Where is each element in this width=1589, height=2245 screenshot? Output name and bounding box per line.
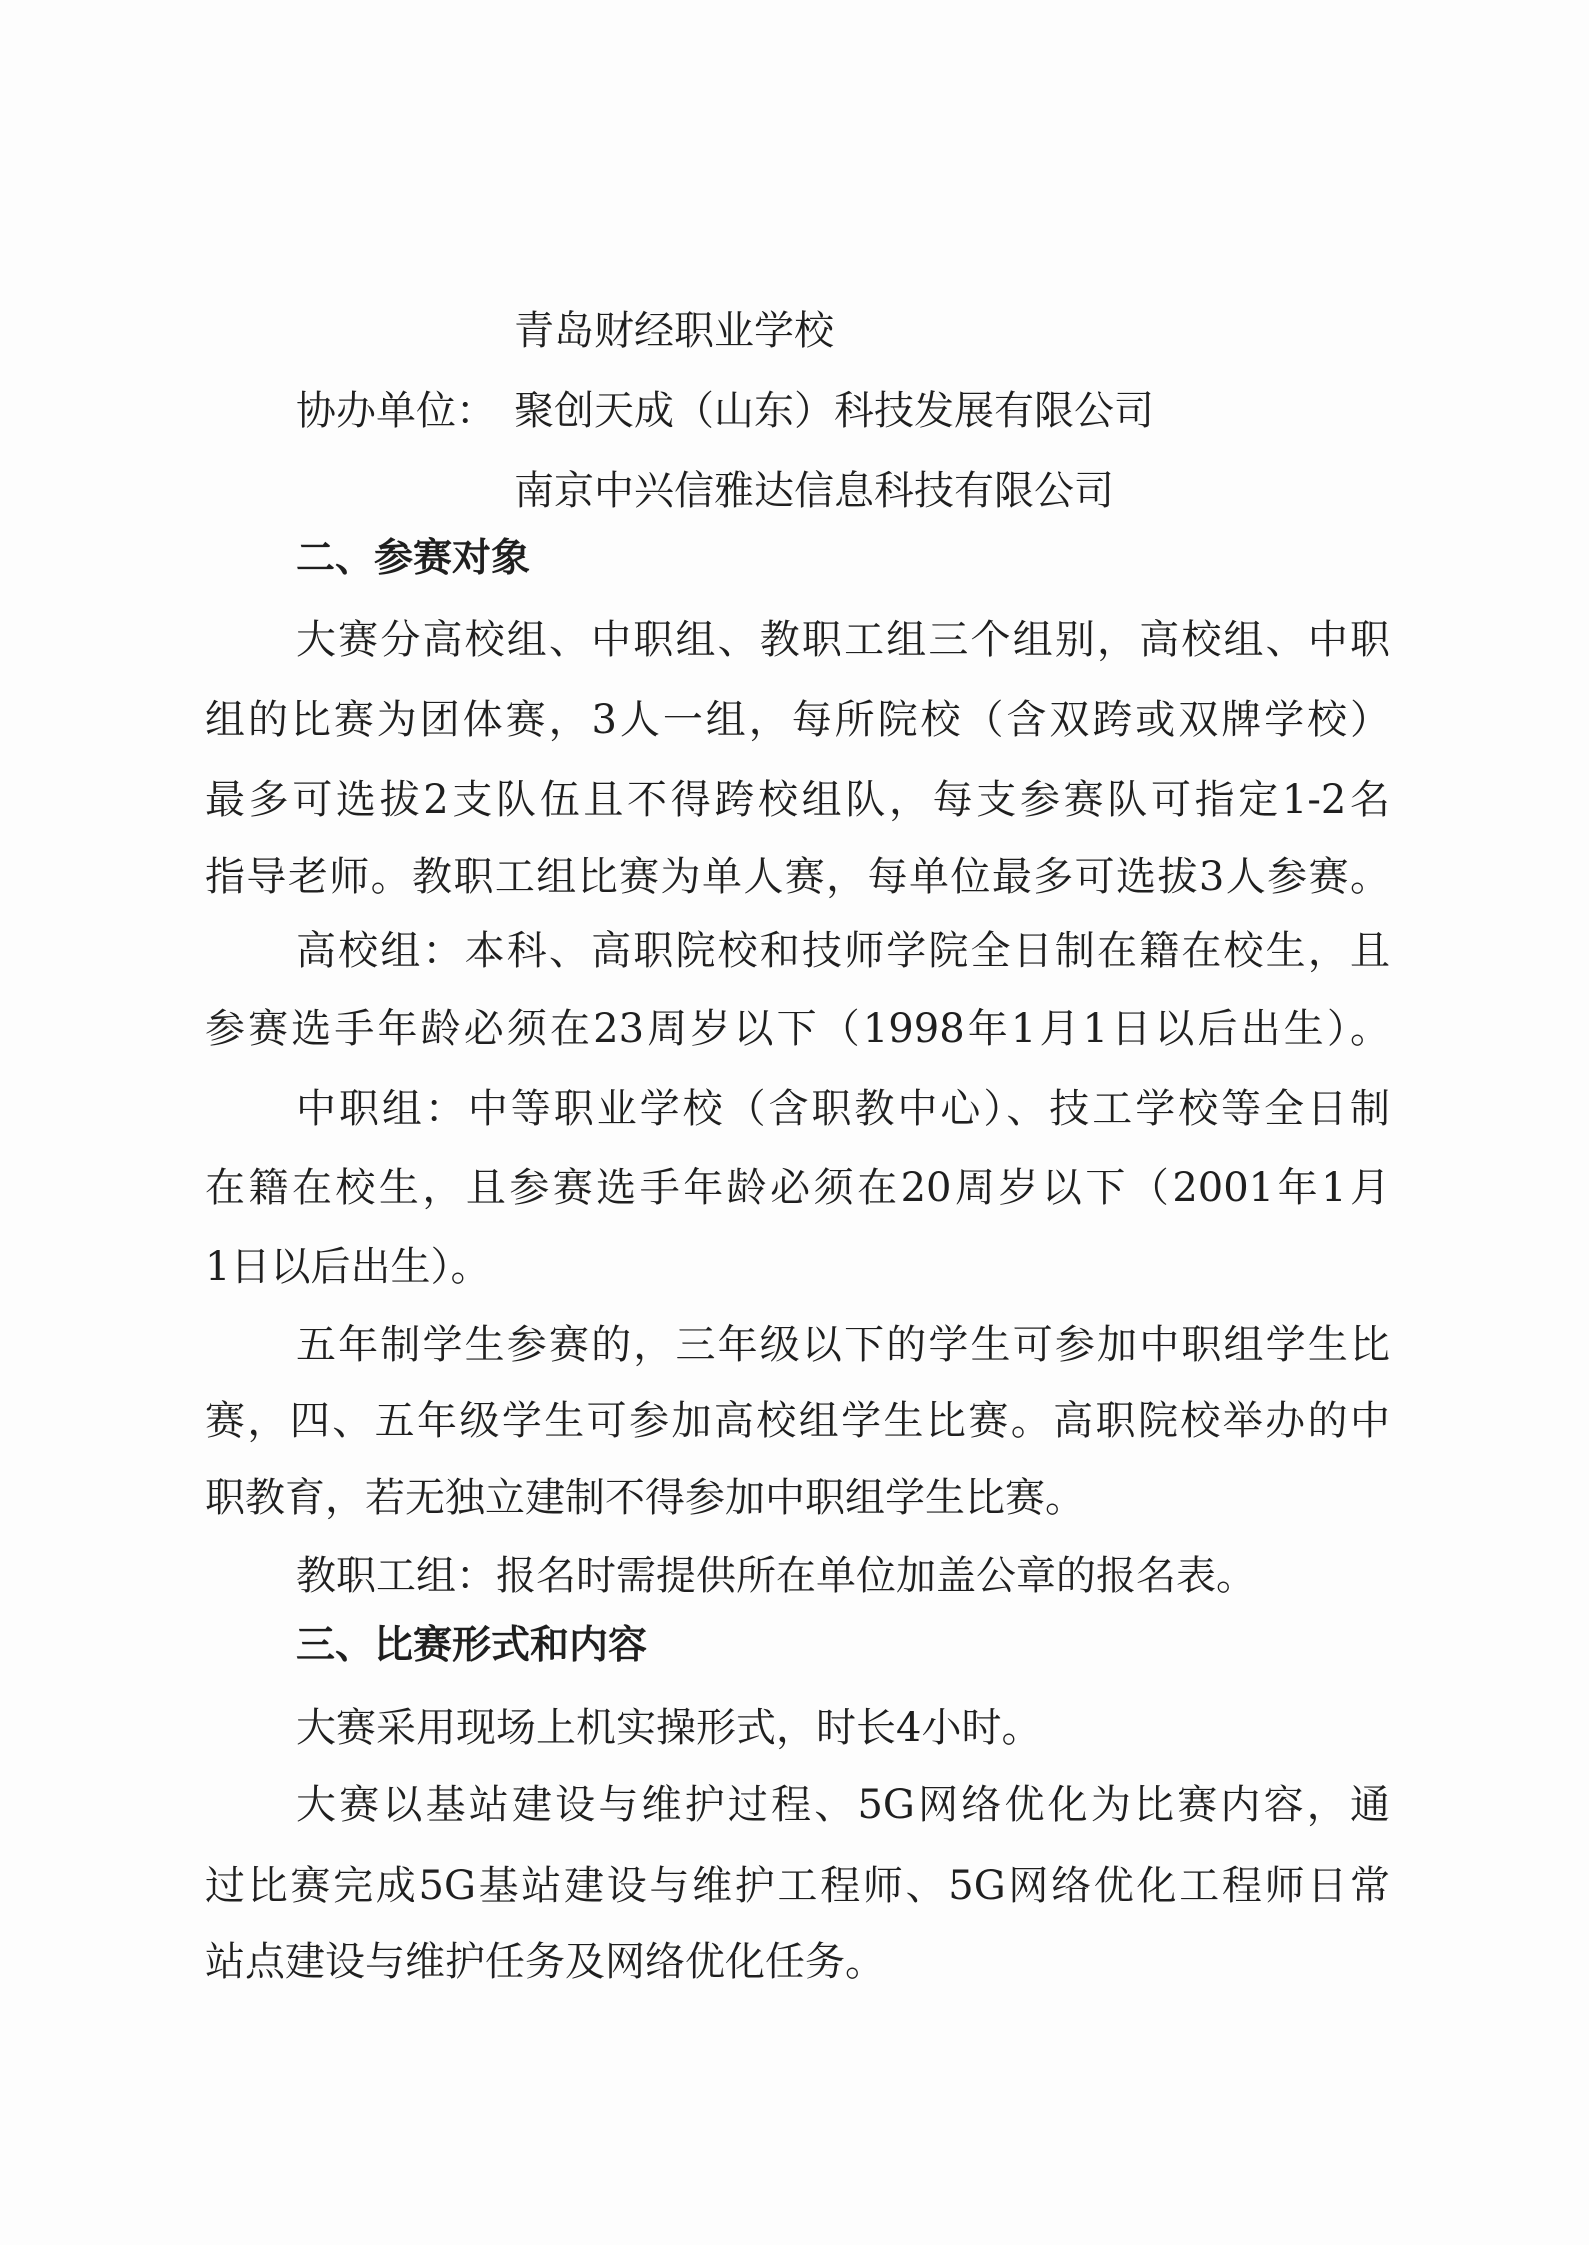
section-heading-participants: 二、参赛对象 [296, 536, 531, 581]
paragraph-line: 指导老师。教职工组比赛为单人赛，每单位最多可选拔3人参赛。 [205, 854, 1390, 900]
paragraph-line: 1日以后出生）。 [205, 1244, 491, 1290]
host-organizer-name: 青岛财经职业学校 [514, 308, 834, 354]
paragraph-line: 教职工组：报名时需提供所在单位加盖公章的报名表。 [296, 1553, 1256, 1599]
paragraph-line: 高校组：本科、高职院校和技师学院全日制在籍在校生，且 [296, 928, 1390, 974]
paragraph-line: 赛，四、五年级学生可参加高校组学生比赛。高职院校举办的中 [205, 1398, 1390, 1444]
paragraph-line: 大赛采用现场上机实操形式，时长4小时。 [296, 1705, 1042, 1751]
co-organizer-name: 聚创天成（山东）科技发展有限公司 [514, 388, 1154, 434]
paragraph-line: 最多可选拔2支队伍且不得跨校组队，每支参赛队可指定1-2名 [205, 777, 1390, 823]
paragraph-line: 中职组：中等职业学校（含职教中心）、技工学校等全日制 [296, 1086, 1390, 1132]
paragraph-line: 大赛分高校组、中职组、教职工组三个组别，高校组、中职 [296, 617, 1390, 663]
paragraph-line: 站点建设与维护任务及网络优化任务。 [205, 1939, 885, 1985]
paragraph-line: 大赛以基站建设与维护过程、5G网络优化为比赛内容，通 [296, 1782, 1390, 1828]
paragraph-line: 组的比赛为团体赛，3人一组，每所院校（含双跨或双牌学校） [205, 697, 1390, 743]
paragraph-line: 参赛选手年龄必须在23周岁以下（1998年1月1日以后出生）。 [205, 1006, 1390, 1052]
paragraph-line: 五年制学生参赛的，三年级以下的学生可参加中职组学生比 [296, 1322, 1390, 1368]
paragraph-line: 过比赛完成5G基站建设与维护工程师、5G网络优化工程师日常 [205, 1863, 1390, 1909]
paragraph-line: 职教育，若无独立建制不得参加中职组学生比赛。 [205, 1475, 1085, 1521]
paragraph-line: 在籍在校生，且参赛选手年龄必须在20周岁以下（2001年1月 [205, 1165, 1390, 1211]
section-heading-format: 三、比赛形式和内容 [296, 1623, 648, 1668]
co-organizer-label: 协办单位： [296, 388, 496, 434]
co-organizer-name: 南京中兴信雅达信息科技有限公司 [514, 468, 1114, 514]
